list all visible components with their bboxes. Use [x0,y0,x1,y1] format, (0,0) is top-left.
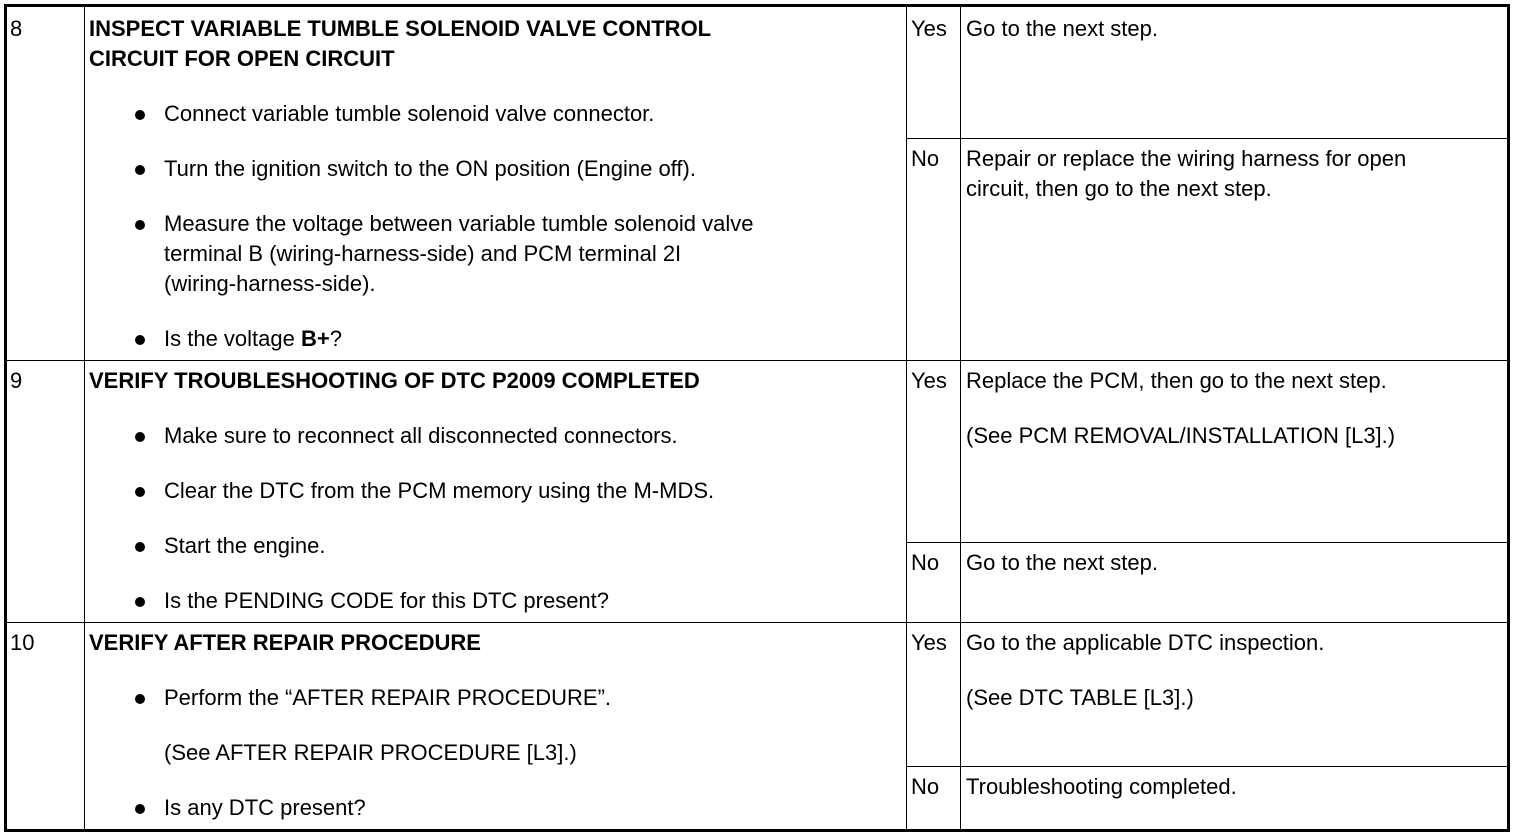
step-number: 9 [10,368,23,393]
bullet-icon [135,110,145,120]
bullet-icon [135,165,145,175]
question-text: Is the voltage B+? [164,326,342,351]
step-title: VERIFY AFTER REPAIR PROCEDURE [89,630,481,655]
yes-action: Go to the next step. [966,16,1159,41]
no-action: Troubleshooting completed. [966,774,1237,799]
yes-no-divider [906,766,1507,767]
row-divider [7,360,1507,361]
no-action: Go to the next step. [966,550,1159,575]
step-title: INSPECT VARIABLE TUMBLE SOLENOID VALVE CONTROL [89,16,712,41]
yes-action: Replace the PCM, then go to the next step. [966,368,1387,393]
no-action: circuit, then go to the next step. [966,176,1272,201]
step-number: 10 [10,630,35,655]
no-label: No [911,550,940,575]
row-divider [7,622,1507,623]
yes-action: Go to the applicable DTC inspection. [966,630,1325,655]
yes-label: Yes [911,16,947,41]
yes-label: Yes [911,368,947,393]
bullet-icon [135,335,145,345]
instruction-text: Turn the ignition switch to the ON position (Engine off). [164,156,696,181]
no-label: No [911,774,940,799]
instruction-text: terminal B (wiring-harness-side) and PCM terminal 2I [164,241,682,266]
bullet-icon [135,542,145,552]
reference-text: (See PCM REMOVAL/INSTALLATION [L3].) [966,423,1396,448]
column-divider [84,7,85,829]
bullet-icon [135,487,145,497]
bullet-icon [135,804,145,814]
instruction-text: Make sure to reconnect all disconnected connectors. [164,423,678,448]
bullet-icon [135,220,145,230]
step-title: CIRCUIT FOR OPEN CIRCUIT [89,46,395,71]
question-text: Is the PENDING CODE for this DTC present? [164,588,610,613]
step-title: VERIFY TROUBLESHOOTING OF DTC P2009 COMPLETED [89,368,700,393]
instruction-text: Clear the DTC from the PCM memory using the M-MDS. [164,478,715,503]
instruction-text: Connect variable tumble solenoid valve connector. [164,101,655,126]
yes-label: Yes [911,630,947,655]
step-number: 8 [10,16,23,41]
bullet-icon [135,597,145,607]
column-divider [906,7,907,829]
instruction-text: (wiring-harness-side). [164,271,376,296]
yes-no-divider [906,138,1507,139]
bullet-icon [135,694,145,704]
instruction-text: Measure the voltage between variable tumble solenoid valve [164,211,754,236]
column-divider [960,7,961,829]
bullet-icon [135,432,145,442]
question-text: Is any DTC present? [164,795,366,820]
reference-text: (See AFTER REPAIR PROCEDURE [L3].) [164,740,577,765]
instruction-text: Start the engine. [164,533,326,558]
no-label: No [911,146,940,171]
instruction-text: Perform the “AFTER REPAIR PROCEDURE”. [164,685,612,710]
no-action: Repair or replace the wiring harness for open [966,146,1407,171]
yes-no-divider [906,542,1507,543]
reference-text: (See DTC TABLE [L3].) [966,685,1194,710]
